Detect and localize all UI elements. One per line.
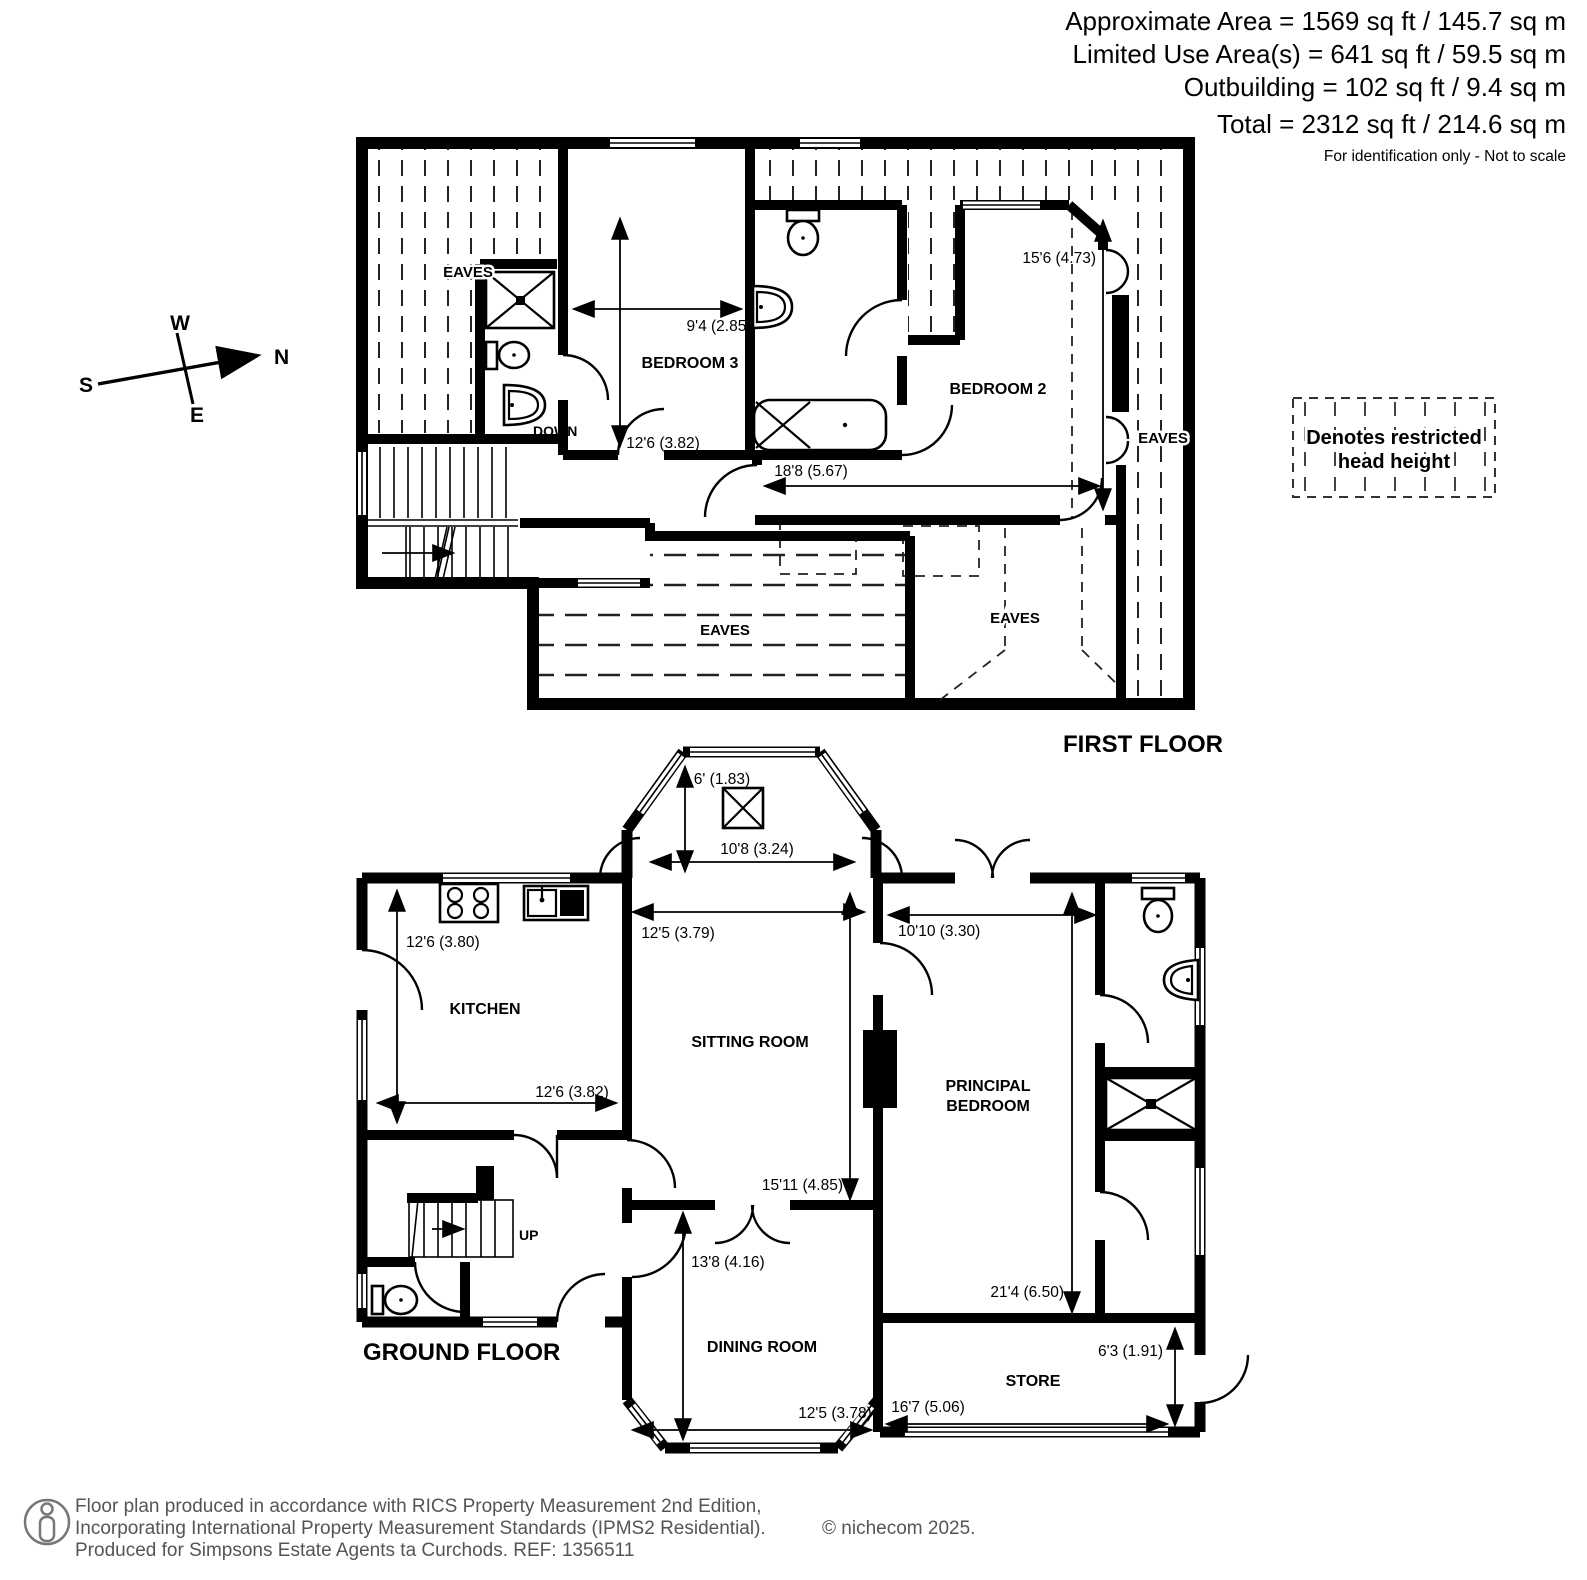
stairs-down-label: DOWN	[533, 423, 578, 439]
bathtub-icon	[754, 400, 886, 450]
gf-bay-rooflight	[723, 788, 763, 828]
outbuilding-area-text: Outbuilding = 102 sq ft / 9.4 sq m	[1183, 72, 1566, 102]
kitchen-sink-icon	[524, 886, 588, 920]
ground-floor-title: GROUND FLOOR	[363, 1339, 561, 1366]
principal-bedroom-label-1: PRINCIPAL	[945, 1078, 1031, 1095]
disclaimer-text: For identification only - Not to scale	[1323, 148, 1566, 165]
eaves-label-bottom: EAVES	[700, 622, 750, 639]
bedroom2-label: BEDROOM 2	[949, 381, 1047, 398]
legend-line1: Denotes restricted	[1306, 427, 1482, 449]
gf-chimney-breast	[863, 1030, 897, 1108]
limited-use-area-text: Limited Use Area(s) = 641 sq ft / 59.5 sq m	[1072, 39, 1566, 69]
eaves-label-bottom-right: EAVES	[990, 610, 1040, 627]
bedroom3-depth-dim: 12'6 (3.82)	[626, 435, 700, 452]
bay-width-dim: 10'8 (3.24)	[720, 841, 794, 858]
principal-width-dim: 10'10 (3.30)	[898, 923, 981, 940]
bedroom3-width-dim: 9'4 (2.85)	[686, 318, 752, 335]
kitchen-width-dim: 12'6 (3.82)	[535, 1084, 609, 1101]
ff-thick-wall-block	[1112, 295, 1129, 412]
store-width-dim: 16'7 (5.06)	[891, 1399, 965, 1416]
first-floor-plan	[362, 143, 1223, 758]
principal-bedroom-label-2: BEDROOM	[946, 1098, 1030, 1115]
kitchen-depth-dim: 12'6 (3.80)	[406, 934, 480, 951]
eaves-label-top-left: EAVES	[443, 264, 493, 281]
hob-icon	[440, 884, 498, 922]
stairs-up-label: UP	[519, 1227, 539, 1243]
total-area-text: Total = 2312 sq ft / 214.6 sq m	[1216, 109, 1566, 139]
restricted-head-height-legend	[1293, 398, 1495, 497]
sitting-depth-dim: 15'11 (4.85)	[761, 1177, 843, 1194]
sitting-room-label: SITTING ROOM	[691, 1034, 809, 1051]
ff-eaves-right-strip	[1122, 149, 1183, 698]
person-icon	[25, 1500, 69, 1544]
principal-depth-dim: 21'4 (6.50)	[990, 1284, 1064, 1301]
sink-icon	[753, 286, 792, 328]
compass-west-label: W	[170, 312, 190, 335]
store-label: STORE	[1005, 1373, 1061, 1390]
sitting-width-dim: 12'5 (3.79)	[641, 925, 715, 942]
compass-north-label: N	[274, 346, 290, 369]
dining-depth-dim: 13'8 (4.16)	[691, 1254, 765, 1271]
bedroom2-depth-dim: 15'6 (4.73)	[1022, 250, 1096, 267]
bay-depth-dim: 6' (1.83)	[693, 771, 751, 788]
toilet-icon	[486, 342, 529, 369]
ground-floor-plan	[362, 752, 1248, 1448]
store-depth-dim: 6'3 (1.91)	[1098, 1343, 1163, 1360]
gf-wc-toilet-icon	[372, 1286, 417, 1314]
ff-eaves-top-band	[755, 149, 1122, 200]
footer-line3: Produced for Simpsons Estate Agents ta Curchods. REF: 1356511	[75, 1540, 635, 1561]
toilet-icon	[787, 210, 819, 255]
compass-south-label: S	[78, 374, 94, 397]
dining-room-label: DINING ROOM	[706, 1339, 818, 1356]
compass-east-label: E	[189, 404, 205, 427]
footer-line1: Floor plan produced in accordance with RICS Property Measurement 2nd Edition,	[75, 1496, 762, 1517]
footer	[25, 1496, 975, 1561]
legend-line2: head height	[1337, 451, 1451, 473]
ff-eaves-mid-strip	[908, 210, 956, 337]
shower-tray-icon	[1106, 1078, 1196, 1130]
toilet-icon	[1142, 888, 1174, 932]
compass-rose	[79, 312, 289, 427]
compass-north-arrow	[98, 356, 255, 384]
first-floor-title: FIRST FLOOR	[1063, 731, 1223, 758]
dining-width-dim: 12'5 (3.78)	[798, 1405, 872, 1422]
footer-line2: Incorporating International Property Measurement Standards (IPMS2 Residential).	[75, 1518, 766, 1539]
footer-copyright: © nichecom 2025.	[822, 1518, 976, 1539]
approx-area-text: Approximate Area = 1569 sq ft / 145.7 sq m	[1065, 6, 1566, 36]
bedroom3-label: BEDROOM 3	[641, 355, 739, 372]
eaves-label-right: EAVES	[1138, 430, 1188, 447]
kitchen-label: KITCHEN	[449, 1001, 521, 1018]
sink-icon	[504, 385, 545, 425]
bedroom2-width-dim: 18'8 (5.67)	[774, 463, 848, 480]
gf-wall-nib	[476, 1166, 494, 1200]
